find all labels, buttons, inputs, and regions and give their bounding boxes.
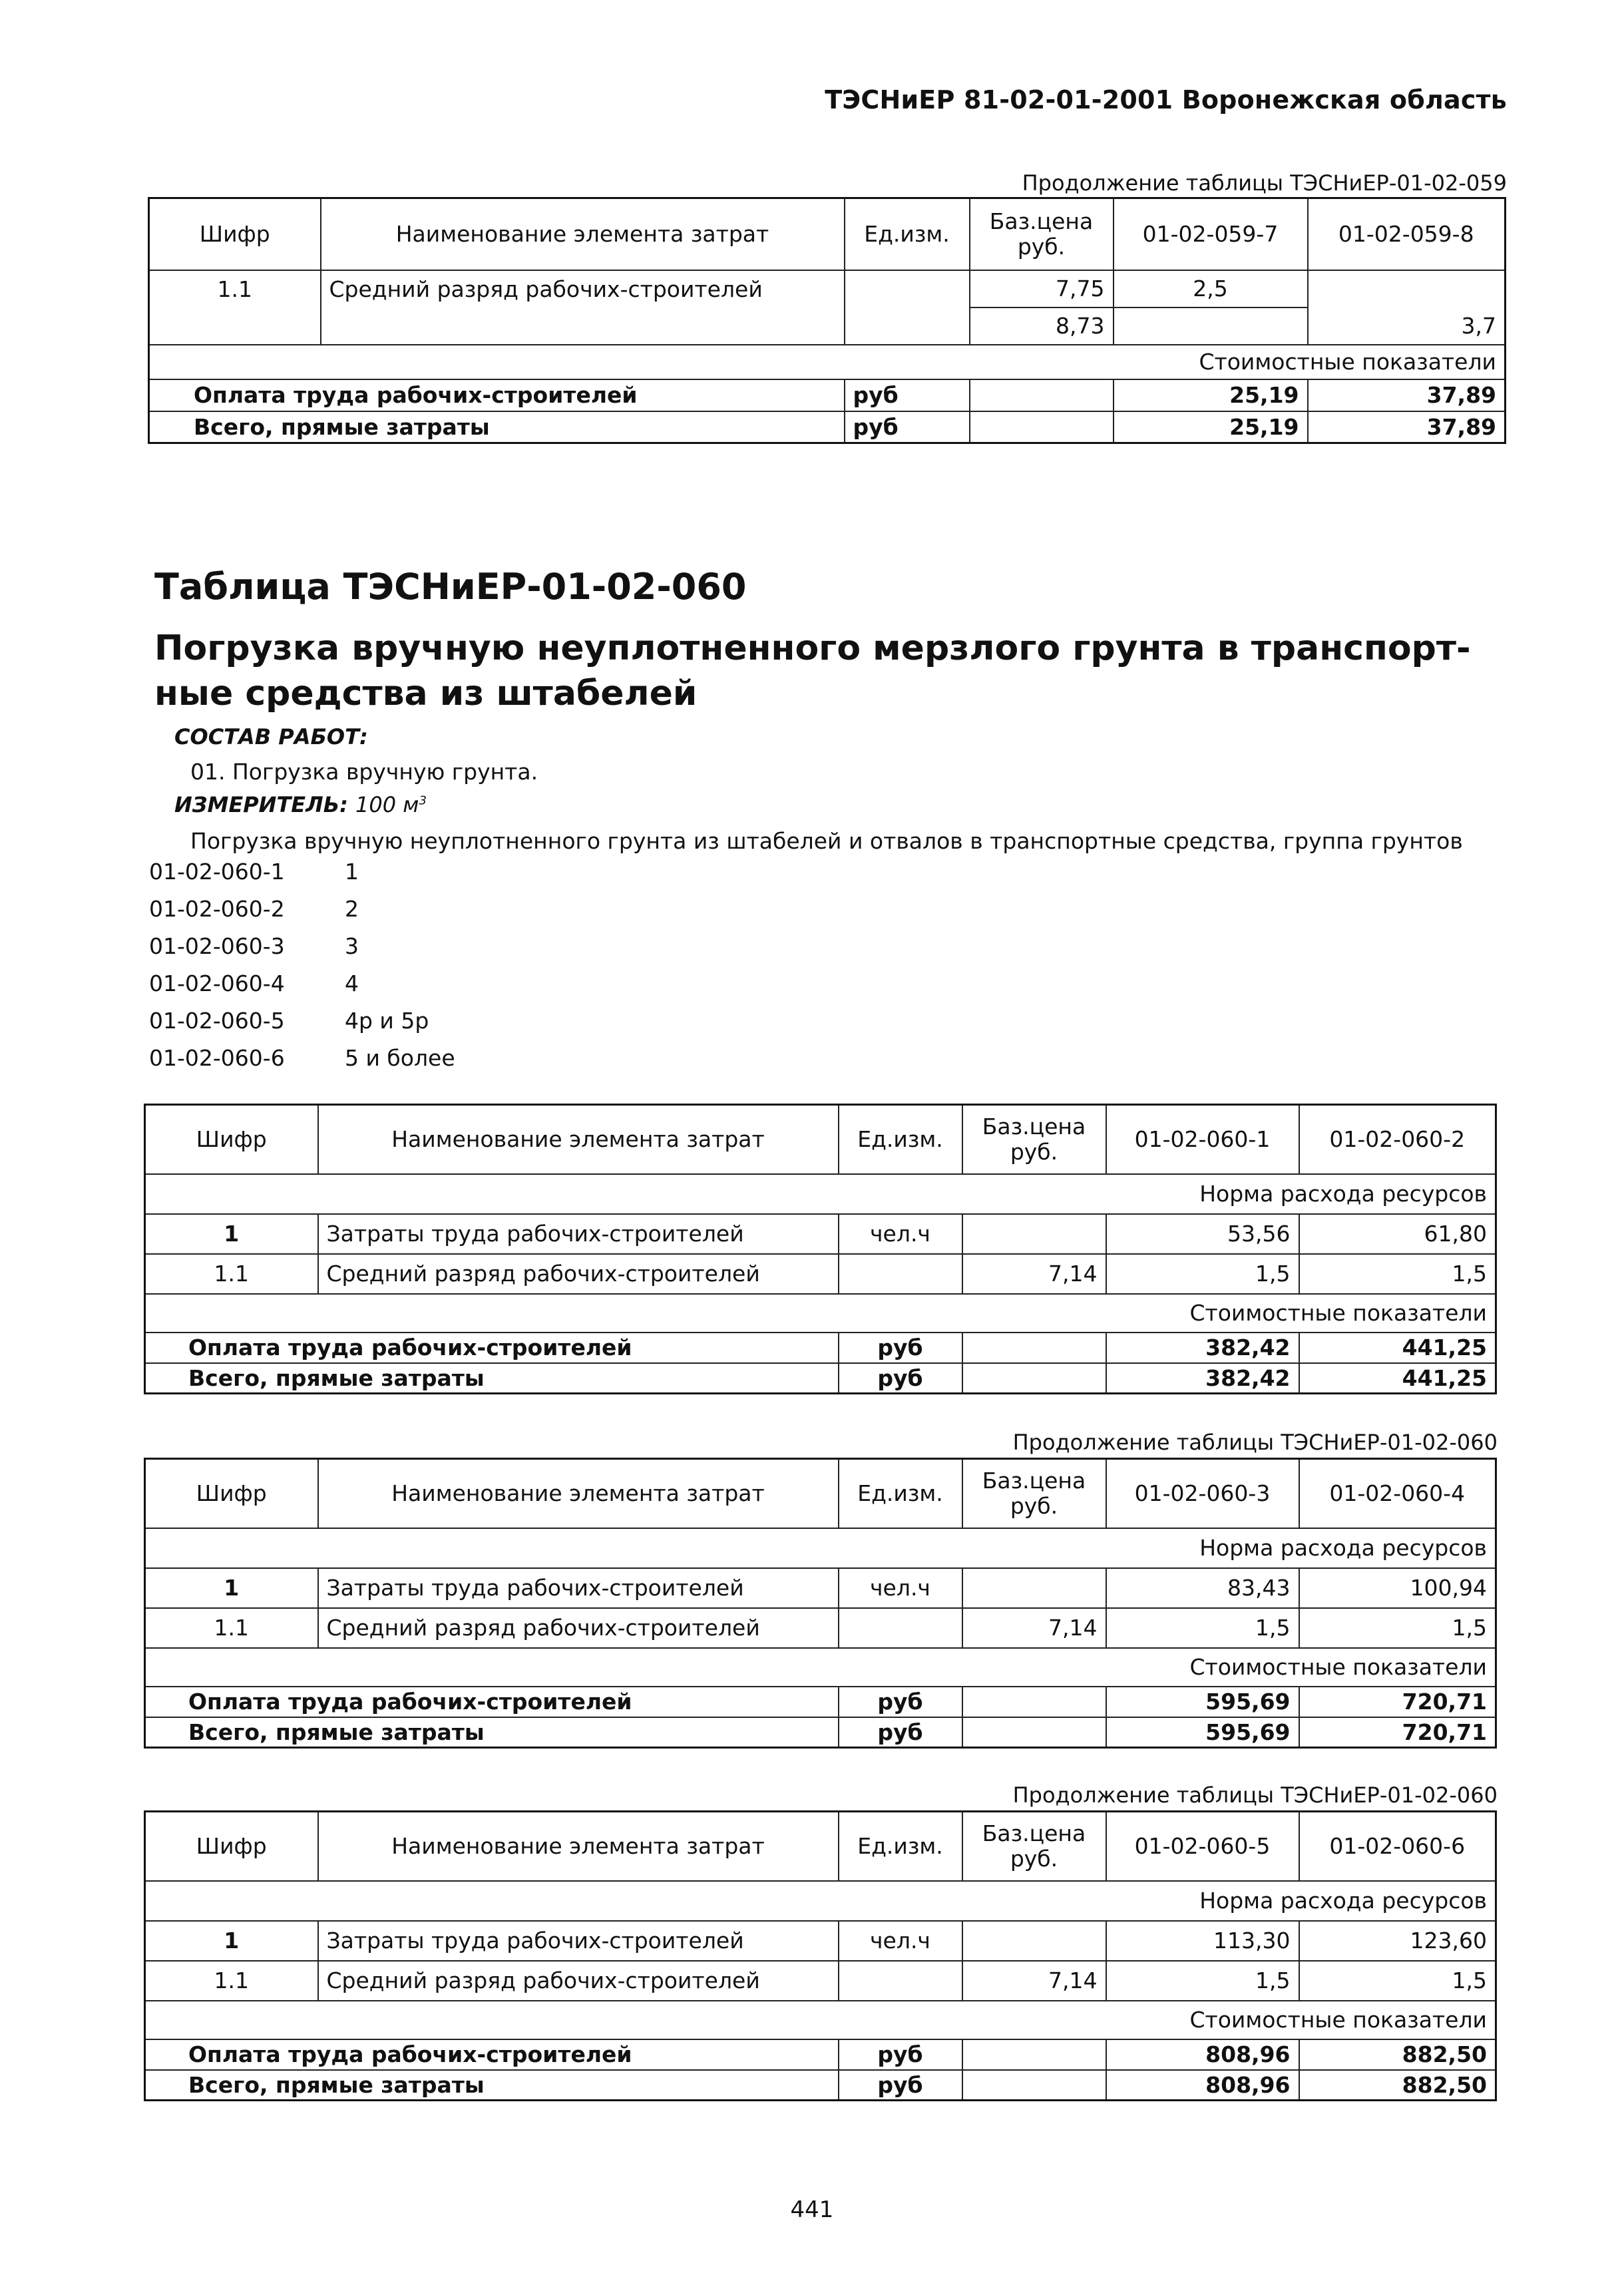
empty-cell <box>962 1363 1106 1394</box>
group-code: 01-02-060-3 <box>149 933 285 959</box>
norm-section-label: Норма расхода ресурсов <box>145 1881 1496 1921</box>
col-code-header: Шифр <box>145 1105 318 1174</box>
direct-a: 382,42 <box>1106 1363 1299 1394</box>
grade-code: 1.1 <box>149 270 321 308</box>
group-list <box>149 859 455 1082</box>
table-060 <box>144 1810 1497 2101</box>
direct-b: 882,50 <box>1299 2070 1496 2101</box>
grade-a: 1,5 <box>1106 1961 1299 2001</box>
group-value: 5 и более <box>345 1045 455 1071</box>
direct-a: 808,96 <box>1106 2070 1299 2101</box>
empty-cell <box>962 1568 1106 1608</box>
table-subtitle: Погрузка вручную неуплотненного мерзлого грунта в транспорт-ные средства из штабелей <box>154 628 1471 714</box>
pay-b: 720,71 <box>1299 1687 1496 1717</box>
group-value: 3 <box>345 933 359 959</box>
pay-name: Оплата труда рабочих-строителей <box>145 2039 839 2070</box>
cost-section-label: Стоимостные показатели <box>145 1294 1496 1333</box>
col-b-header: 01-02-060-6 <box>1299 1812 1496 1881</box>
col-a-header: 01-02-060-3 <box>1106 1459 1299 1528</box>
empty-cell <box>839 1961 962 2001</box>
pay-unit: руб <box>839 1687 962 1717</box>
grade-price-2: 8,73 <box>970 308 1114 345</box>
col-b-header: 01-02-060-2 <box>1299 1105 1496 1174</box>
cost-section-label: Стоимостные показатели <box>149 345 1506 379</box>
table-059 <box>148 197 1506 444</box>
labor-code: 1 <box>145 1214 318 1254</box>
empty-cell <box>962 1687 1106 1717</box>
col-unit-header: Ед.изм. <box>839 1105 962 1174</box>
grade-price: 7,14 <box>962 1961 1106 2001</box>
direct-b: 37,89 <box>1308 411 1506 443</box>
group-row <box>149 970 455 1008</box>
col-name-header: Наименование элемента затрат <box>318 1812 839 1881</box>
col-name-header: Наименование элемента затрат <box>318 1105 839 1174</box>
direct-unit: руб <box>839 2070 962 2101</box>
group-value: 4 <box>345 970 359 996</box>
measure-value <box>355 792 427 817</box>
grade-name: Средний разряд рабочих-строителей <box>318 1254 839 1294</box>
direct-a: 25,19 <box>1114 411 1308 443</box>
col-price-header: Баз.цена руб. <box>970 198 1114 270</box>
group-code: 01-02-060-2 <box>149 896 285 922</box>
table-059-caption: Продолжение таблицы ТЭСНиЕР-01-02-059 <box>1022 170 1507 196</box>
direct-unit: руб <box>839 1717 962 1748</box>
col-b-header: 01-02-060-4 <box>1299 1459 1496 1528</box>
norm-section-label: Норма расхода ресурсов <box>145 1528 1496 1568</box>
empty-cell <box>839 1608 962 1648</box>
labor-a: 113,30 <box>1106 1921 1299 1961</box>
pay-name: Оплата труда рабочих-строителей <box>149 379 845 411</box>
grade-name: Средний разряд рабочих-строителей <box>321 270 845 308</box>
col-b-header: 01-02-059-8 <box>1308 198 1506 270</box>
direct-unit: руб <box>839 1363 962 1394</box>
table-060 <box>144 1458 1497 1749</box>
direct-name: Всего, прямые затраты <box>149 411 845 443</box>
pay-unit: руб <box>839 2039 962 2070</box>
measure-number: 100 м <box>355 792 419 817</box>
empty-cell <box>845 308 970 345</box>
pay-a: 808,96 <box>1106 2039 1299 2070</box>
empty-cell <box>970 411 1114 443</box>
measure-label: ИЗМЕРИТЕЛЬ: <box>174 792 348 817</box>
pay-unit: руб <box>845 379 970 411</box>
cost-section-label: Стоимостные показатели <box>145 1648 1496 1687</box>
labor-unit: чел.ч <box>839 1214 962 1254</box>
col-price-header: Баз.цена руб. <box>962 1105 1106 1174</box>
empty-cell <box>962 2070 1106 2101</box>
labor-unit: чел.ч <box>839 1921 962 1961</box>
col-code-header: Шифр <box>145 1812 318 1881</box>
direct-unit: руб <box>845 411 970 443</box>
group-value: 1 <box>345 859 359 885</box>
col-a-header: 01-02-060-1 <box>1106 1105 1299 1174</box>
col-price-header: Баз.цена руб. <box>962 1459 1106 1528</box>
grade-name: Средний разряд рабочих-строителей <box>318 1608 839 1648</box>
group-row <box>149 1008 455 1045</box>
pay-a: 595,69 <box>1106 1687 1299 1717</box>
grade-b: 1,5 <box>1299 1961 1496 2001</box>
norm-section-label: Норма расхода ресурсов <box>145 1174 1496 1214</box>
col-price-header: Баз.цена руб. <box>962 1812 1106 1881</box>
grade-b: 3,7 <box>1308 308 1506 345</box>
direct-name: Всего, прямые затраты <box>145 1363 839 1394</box>
grade-b: 1,5 <box>1299 1608 1496 1648</box>
empty-cell <box>962 2039 1106 2070</box>
direct-name: Всего, прямые затраты <box>145 2070 839 2101</box>
pay-name: Оплата труда рабочих-строителей <box>145 1333 839 1363</box>
grade-a: 1,5 <box>1106 1254 1299 1294</box>
col-a-header: 01-02-060-5 <box>1106 1812 1299 1881</box>
col-unit-header: Ед.изм. <box>839 1459 962 1528</box>
table-060 <box>144 1104 1497 1394</box>
group-code: 01-02-060-4 <box>149 970 285 996</box>
grade-a: 2,5 <box>1114 270 1308 308</box>
page-number: 441 <box>790 2196 834 2223</box>
group-value: 2 <box>345 896 359 922</box>
labor-a: 53,56 <box>1106 1214 1299 1254</box>
cost-section-label: Стоимостные показатели <box>145 2001 1496 2039</box>
table-060-caption: Продолжение таблицы ТЭСНиЕР-01-02-060 <box>1012 1430 1498 1455</box>
direct-a: 595,69 <box>1106 1717 1299 1748</box>
pay-b: 37,89 <box>1308 379 1506 411</box>
composition-label: СОСТАВ РАБОТ: <box>174 724 368 749</box>
grade-a: 1,5 <box>1106 1608 1299 1648</box>
grade-unit <box>845 270 970 308</box>
labor-b: 61,80 <box>1299 1214 1496 1254</box>
pay-unit: руб <box>839 1333 962 1363</box>
grade-price-1: 7,75 <box>970 270 1114 308</box>
empty-cell <box>321 308 845 345</box>
grade-code: 1.1 <box>145 1254 318 1294</box>
table-060-caption: Продолжение таблицы ТЭСНиЕР-01-02-060 <box>1012 1782 1498 1808</box>
col-name-header: Наименование элемента затрат <box>318 1459 839 1528</box>
empty-cell <box>1114 308 1308 345</box>
col-code-header: Шифр <box>145 1459 318 1528</box>
labor-name: Затраты труда рабочих-строителей <box>318 1214 839 1254</box>
group-row <box>149 1045 455 1082</box>
pay-b: 882,50 <box>1299 2039 1496 2070</box>
description: Погрузка вручную неуплотненного грунта из штабелей и отвалов в транспортные средства, группа грунтов <box>190 828 1463 854</box>
direct-b: 720,71 <box>1299 1717 1496 1748</box>
group-code: 01-02-060-6 <box>149 1045 285 1071</box>
group-code: 01-02-060-1 <box>149 859 285 885</box>
group-row <box>149 859 455 896</box>
labor-b: 123,60 <box>1299 1921 1496 1961</box>
empty-cell <box>970 379 1114 411</box>
pay-a: 382,42 <box>1106 1333 1299 1363</box>
labor-a: 83,43 <box>1106 1568 1299 1608</box>
labor-code: 1 <box>145 1921 318 1961</box>
composition-item: 01. Погрузка вручную грунта. <box>190 759 538 785</box>
grade-b: 1,5 <box>1299 1254 1496 1294</box>
labor-unit: чел.ч <box>839 1568 962 1608</box>
direct-b: 441,25 <box>1299 1363 1496 1394</box>
col-unit-header: Ед.изм. <box>845 198 970 270</box>
empty-cell <box>962 1717 1106 1748</box>
page-header: ТЭСНиЕР 81-02-01-2001 Воронежская область <box>825 85 1507 114</box>
col-unit-header: Ед.изм. <box>839 1812 962 1881</box>
empty-cell <box>149 308 321 345</box>
grade-b-empty <box>1308 270 1506 308</box>
grade-price: 7,14 <box>962 1608 1106 1648</box>
pay-b: 441,25 <box>1299 1333 1496 1363</box>
empty-cell <box>962 1214 1106 1254</box>
group-value: 4р и 5р <box>345 1008 429 1034</box>
measure-line <box>174 792 427 817</box>
grade-price: 7,14 <box>962 1254 1106 1294</box>
labor-code: 1 <box>145 1568 318 1608</box>
pay-a: 25,19 <box>1114 379 1308 411</box>
labor-b: 100,94 <box>1299 1568 1496 1608</box>
labor-name: Затраты труда рабочих-строителей <box>318 1921 839 1961</box>
grade-code: 1.1 <box>145 1961 318 2001</box>
group-row <box>149 933 455 970</box>
empty-cell <box>839 1254 962 1294</box>
labor-name: Затраты труда рабочих-строителей <box>318 1568 839 1608</box>
col-name-header: Наименование элемента затрат <box>321 198 845 270</box>
pay-name: Оплата труда рабочих-строителей <box>145 1687 839 1717</box>
col-a-header: 01-02-059-7 <box>1114 198 1308 270</box>
group-code: 01-02-060-5 <box>149 1008 285 1034</box>
col-code-header: Шифр <box>149 198 321 270</box>
measure-sup: 3 <box>419 793 427 808</box>
grade-code: 1.1 <box>145 1608 318 1648</box>
direct-name: Всего, прямые затраты <box>145 1717 839 1748</box>
grade-name: Средний разряд рабочих-строителей <box>318 1961 839 2001</box>
empty-cell <box>962 1921 1106 1961</box>
group-row <box>149 896 455 933</box>
empty-cell <box>962 1333 1106 1363</box>
table-title: Таблица ТЭСНиЕР-01-02-060 <box>154 566 747 608</box>
